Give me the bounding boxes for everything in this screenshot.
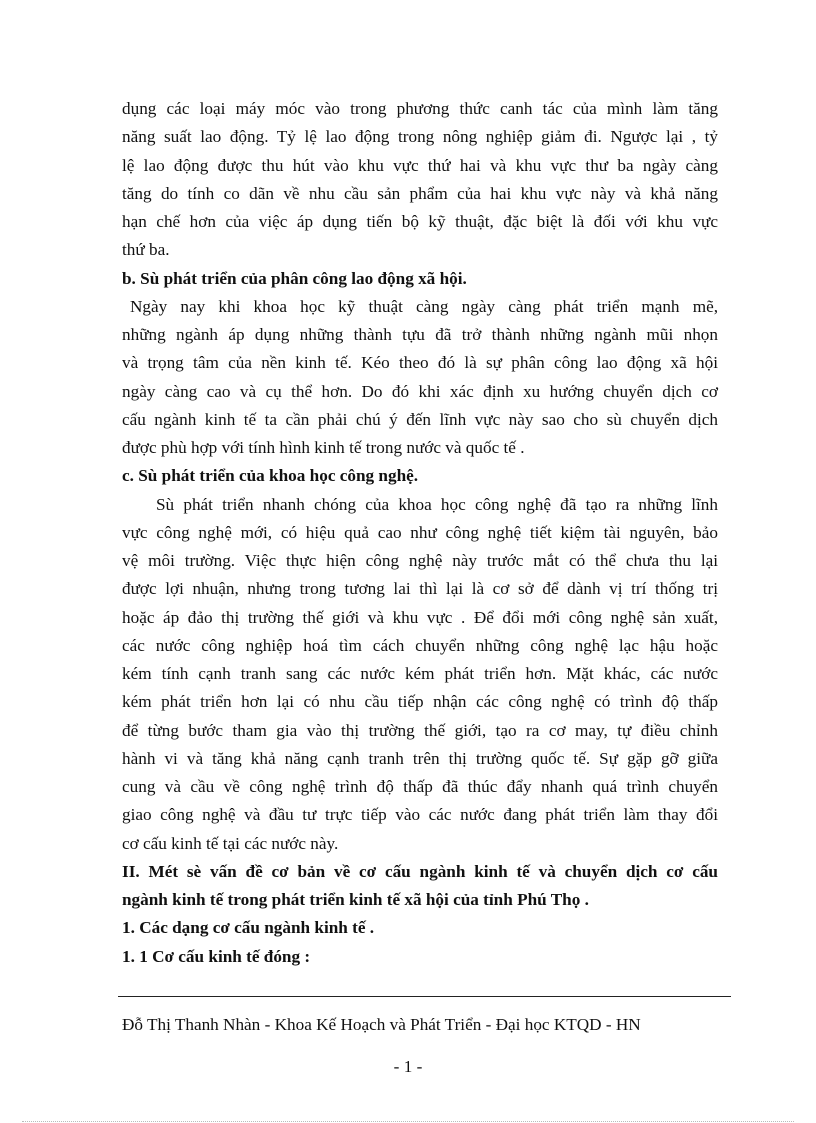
paragraph-line: hoặc áp đảo thị trường thế giới và khu vực . Để đổi mới công nghệ sản xuất, <box>122 607 718 627</box>
section-heading: 1. Các dạng cơ cấu ngành kinh tế . <box>122 918 375 938</box>
paragraph-line: tăng do tính co dãn về nhu cầu sản phẩm của hai khu vực này và khả năng <box>122 183 718 203</box>
section-heading: II. Mét sè vấn đề cơ bản về cơ cấu ngành kinh tế và chuyển dịch cơ cấu <box>122 861 718 881</box>
body-text <box>122 95 718 971</box>
section-heading: ngành kinh tế trong phát triển kinh tế xã hội của tỉnh Phú Thọ . <box>122 890 589 909</box>
paragraph-line: cung và cầu về công nghệ trình độ thấp đã thúc đẩy nhanh quá trình chuyển <box>122 777 718 796</box>
paragraph-line: kém tính cạnh tranh sang các nước kém phát triển hơn. Mặt khác, các nước <box>122 664 718 683</box>
page-edge <box>22 1121 794 1122</box>
section-heading: 1. 1 Cơ cấu kinh tế đóng : <box>122 946 311 966</box>
page-number: - 1 - <box>393 1057 423 1076</box>
section-heading: c. Sù phát triển của khoa học công nghệ. <box>122 466 419 486</box>
paragraph-line: dụng các loại máy móc vào trong phương thức canh tác của mình làm tăng <box>122 99 718 118</box>
footer-divider <box>118 996 731 997</box>
paragraph-line: Sù phát triển nhanh chóng của khoa học công nghệ đã tạo ra những lĩnh <box>156 494 718 514</box>
footer-author-line: Đỗ Thị Thanh Nhàn - Khoa Kế Hoạch và Phát Triển - Đại học KTQD - HN <box>122 1015 641 1034</box>
paragraph-line: lệ lao động được thu hút vào khu vực thứ hai và khu vực thư ba ngày càng <box>122 155 718 175</box>
paragraph-line: kém phát triển hơn lại có nhu cầu tiếp nhận các công nghệ có trình độ thấp <box>122 692 718 712</box>
paragraph-line: ngày càng cao và cụ thể hơn. Do đó khi xác định xu hướng chuyển dịch cơ <box>122 381 718 401</box>
paragraph-line: thứ ba. <box>122 240 170 260</box>
paragraph-line: cơ cấu kinh tế tại các nước này. <box>122 833 339 853</box>
paragraph-line: cấu ngành kinh tế ta cần phải chú ý đến lĩnh vực này sao cho sù chuyển dịch <box>122 409 718 429</box>
paragraph-line: vực công nghệ mới, có hiệu quả cao như công nghệ tiết kiệm tài nguyên, bảo <box>122 522 718 542</box>
paragraph-line: được phù hợp với tính hình kinh tế trong nước và quốc tế . <box>122 438 525 457</box>
paragraph-line: các nước công nghiệp hoá tìm cách chuyển những công nghệ lạc hậu hoặc <box>122 635 718 655</box>
paragraph-line: giao công nghệ và đầu tư trực tiếp vào các nước đang phát triển làm thay đổi <box>122 805 718 825</box>
paragraph-line: những ngành áp dụng những thành tựu đã trở thành những ngành mũi nhọn <box>122 325 718 344</box>
section-heading: b. Sù phát triển của phân công lao động xã hội. <box>122 268 467 288</box>
paragraph-line: vệ môi trường. Việc thực hiện công nghệ này trước mắt có thể chưa thu lại <box>122 551 718 570</box>
paragraph-line: Ngày nay khi khoa học kỹ thuật càng ngày càng phát triển mạnh mẽ, <box>130 296 718 316</box>
paragraph-line: để từng bước tham gia vào thị trường thế giới, tạo ra cơ may, tự điều chỉnh <box>122 720 718 740</box>
paragraph-line: hành vi và tăng khả năng cạnh tranh trên thị trường quốc tế. Sự gặp gỡ giữa <box>122 748 718 768</box>
paragraph-line: năng suất lao động. Tỷ lệ lao động trong nông nghiệp giảm đi. Ngược lại , tỷ <box>122 127 718 147</box>
paragraph-line: và trọng tâm của nền kinh tế. Kéo theo đó là sự phân công lao động xã hội <box>122 353 718 373</box>
paragraph-line: hạn chế hơn của việc áp dụng tiến bộ kỹ thuật, đặc biệt là đối với khu vực <box>122 212 718 231</box>
paragraph-line: được lợi nhuận, nhưng trong tương lai thì lại là cơ sở để dành vị trí thống trị <box>122 579 718 599</box>
